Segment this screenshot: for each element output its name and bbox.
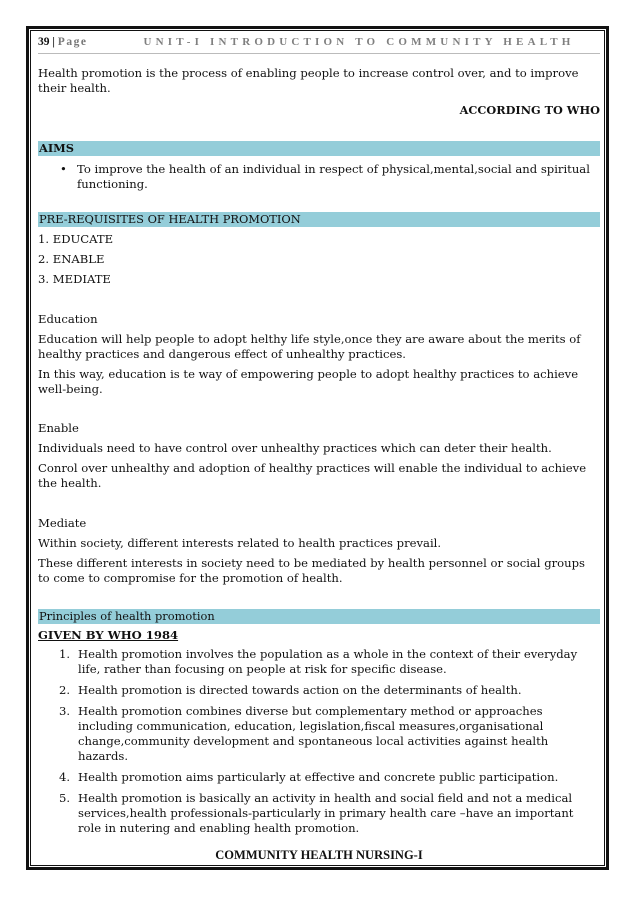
page-number-group [38,36,87,48]
mediate-title: Mediate [38,516,87,530]
principle-text: Health promotion combines diverse but complementary method or approaches including communication, education, legislation,fiscal measures,organisational change,community development and spontaneous local activities against health hazards. [78,704,549,763]
education-paragraph: Education will help people to adopt helthy life style,once they are aware about the merits of healthy practices and dangerous effect of unhealthy practices. [38,332,581,361]
prerequisite-item: 2. ENABLE [38,252,105,266]
prerequisite-item: 3. MEDIATE [38,272,111,286]
list-item [38,791,600,836]
definition-paragraph: Health promotion is the process of enabling people to increase control over, and to improve their health. [38,66,579,95]
aims-heading: AIMS [38,141,600,156]
list-number: 1. [59,647,71,661]
education-paragraph: In this way, education is te way of empowering people to adopt healthy practices to achieve well-being. [38,367,579,396]
prerequisite-item: 1. EDUCATE [38,232,114,246]
attribution: ACCORDING TO WHO [459,103,600,117]
list-number: 5. [59,791,71,805]
aim-text: To improve the health of an individual in respect of physical,mental,social and spiritual functioning. [77,162,590,191]
list-item [38,704,600,764]
enable-title: Enable [38,421,79,435]
unit-title: UNIT-I INTRODUCTION TO COMMUNITY HEALTH [143,36,575,48]
list-item [38,770,600,785]
list-item [38,647,600,677]
principle-text: Health promotion is directed towards action on the determinants of health. [78,683,522,697]
enable-paragraph: Conrol over unhealthy and adoption of healthy practices will enable the individual to achieve the health. [38,461,587,490]
principles-source: GIVEN BY WHO 1984 [38,628,179,642]
list-number: 3. [59,704,71,718]
principle-text: Health promotion is basically an activity in health and social field and not a medical services,health professionals-particularly in primary health care –have an important role in nutering and enabling health promotion. [78,791,574,835]
page-header [38,36,600,54]
page-separator: | [49,36,58,48]
page-footer: COMMUNITY HEALTH NURSING-I [215,848,423,862]
bullet-icon: • [60,162,67,176]
aims-list [38,162,600,192]
page-content [38,36,600,842]
list-number: 4. [59,770,71,784]
principles-heading: Principles of health promotion [38,609,600,624]
list-item [38,162,600,192]
prerequisites-heading: PRE-REQUISITES OF HEALTH PROMOTION [38,212,600,227]
principle-text: Health promotion aims particularly at effective and concrete public participation. [78,770,559,784]
page-label: Page [57,36,88,48]
principle-text: Health promotion involves the population as a whole in the context of their everyday life, rather than focusing on people at risk for specific disease. [78,647,578,676]
enable-paragraph: Individuals need to have control over unhealthy practices which can deter their health. [38,441,552,455]
education-title: Education [38,312,98,326]
mediate-paragraph: Within society, different interests related to health practices prevail. [38,536,442,550]
list-number: 2. [59,683,71,697]
page-number: 39 [38,36,50,48]
list-item [38,683,600,698]
mediate-paragraph: These different interests in society need to be mediated by health personnel or social groups to come to compromise for the promotion of health. [38,556,585,585]
principles-list [38,647,600,836]
